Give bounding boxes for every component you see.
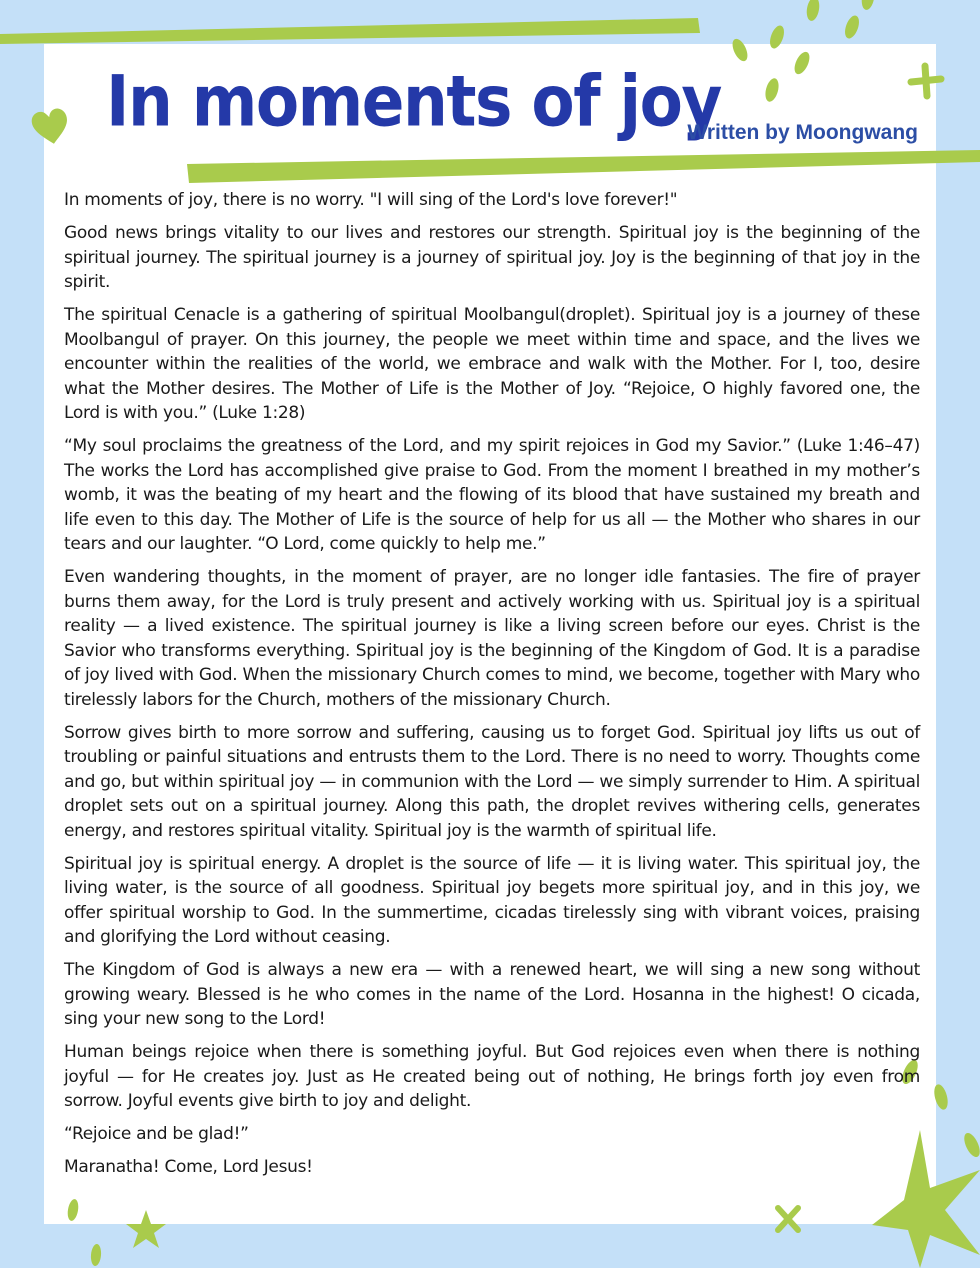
paragraph: “My soul proclaims the greatness of the Lord, and my spirit rejoices in God my Savior.” (Luke 1:46–47) The works the Lord has accomplished give praise to God. From the moment I breathed in my mother’s womb, it was the beating of my heart and the flowing of its blood that have sustained my breath and life even to this day. The Mother of Life is the source of help for us all — the Mother who shares in our tears and our laughter. “O Lord, come quickly to help me.”	[64, 436, 920, 554]
decor-brush-top	[0, 8, 710, 44]
paragraph: Good news brings vitality to our lives and restores our strength. Spiritual joy is the beginning of the spiritual journey. The spiritual journey is a journey of spiritual joy. Joy is the beginning of that joy in the spirit.	[64, 223, 920, 292]
paragraph: Human beings rejoice when there is something joyful. But God rejoices even when there is nothing joyful — for He creates joy. Just as He created being out of nothing, He brings forth joy even from sorrow. Joyful events give birth to joy and delight.	[64, 1042, 920, 1111]
paragraph: Maranatha! Come, Lord Jesus!	[64, 1157, 313, 1177]
paragraph: In moments of joy, there is no worry. "I will sing of the Lord's love forever!"	[64, 190, 678, 210]
paragraph: Spiritual joy is spiritual energy. A droplet is the source of life — it is living water. This spiritual joy, the living water, is the source of all goodness. Spiritual joy begets more spiritual joy, and in this joy, we offer spiritual worship to God. In the summertime, cicadas tirelessly sing with vibrant voices, praising and glorifying the Lord without ceasing.	[64, 853, 920, 947]
article-body	[64, 188, 920, 1180]
author-byline: Written by Moongwang	[687, 121, 918, 144]
decor-confetti-top-right	[720, 0, 980, 110]
page-title: In moments of joy	[106, 60, 721, 143]
paragraph: Sorrow gives birth to more sorrow and suffering, causing us to forget God. Spiritual joy lifts us out of troubling or painful situations and entrusts them to the Lord. There is no need to worry. Thoughts come and go, but within spiritual joy — in communion with the Lord — we simply surrender to Him. A spiritual droplet sets out on a spiritual journey. Along this path, the droplet revives withering cells, generates energy, and restores spiritual vitality. Spiritual joy is the warmth of spiritual life.	[64, 722, 920, 841]
decor-confetti-bottom-left	[0, 1190, 190, 1268]
paragraph: “Rejoice and be glad!”	[64, 1124, 249, 1144]
paragraph: The Kingdom of God is always a new era — with a renewed heart, we will sing a new song without growing weary. Blessed is he who comes in the name of the Lord. Hosanna in the highest! O cicada, sing your new song to the Lord!	[64, 960, 920, 1029]
paragraph: Even wandering thoughts, in the moment of prayer, are no longer idle fantasies. The fire of prayer burns them away, for the Lord is truly present and actively working with us. Spiritual joy is a spiritual reality — a lived existence. The spiritual journey is like a living screen before our eyes. Christ is the Savior who transforms everything. Spiritual joy is the beginning of the Kingdom of God. It is a paradise of joy lived with God. When the missionary Church comes to mind, we become, together with Mary who tirelessly labors for the Church, mothers of the missionary Church.	[64, 567, 920, 710]
decor-brush-under-title	[180, 150, 980, 186]
decor-heart	[30, 106, 72, 148]
paragraph: The spiritual Cenacle is a gathering of spiritual Moolbangul(droplet). Spiritual joy is a journey of these Moolbangul of prayer. On this journey, the people we meet within time and space, and the lives we encounter within the realities of the world, we embrace and walk with the Mother. For I, too, desire what the Mother desires. The Mother of Life is the Mother of Joy. “Rejoice, O highly favored one, the Lord is with you.” (Luke 1:28)	[64, 305, 920, 423]
